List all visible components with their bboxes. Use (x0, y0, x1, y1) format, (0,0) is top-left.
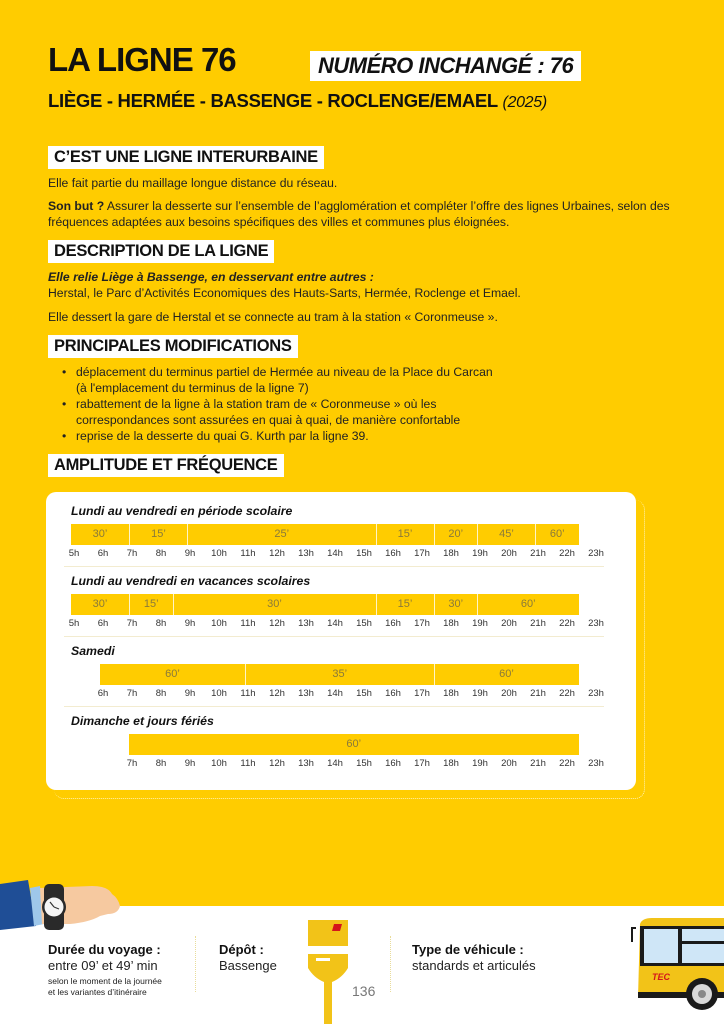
axis-tick-label: 19h (472, 688, 488, 699)
row-divider (64, 566, 604, 567)
interurban-goal (48, 198, 678, 230)
frequency-segment: 15’ (129, 524, 187, 545)
watch-hand-icon (0, 876, 126, 936)
axis-tick-label: 23h (588, 688, 604, 699)
axis-tick-label: 9h (184, 688, 196, 699)
axis-tick-label: 5h (68, 548, 80, 559)
axis-tick-label: 7h (126, 618, 138, 629)
route-subtitle (48, 88, 547, 116)
frequency-segment: 60’ (535, 524, 579, 545)
axis-tick-label: 23h (588, 548, 604, 559)
axis-tick-label: 18h (443, 688, 459, 699)
axis-tick-label: 20h (501, 688, 517, 699)
axis-tick-label: 20h (501, 548, 517, 559)
axis-tick-label: 18h (443, 548, 459, 559)
frequency-segment: 30’ (71, 524, 129, 545)
section-heading-frequency: AMPLITUDE ET FRÉQUENCE (48, 454, 284, 477)
axis-tick-label: 13h (298, 548, 314, 559)
axis-tick-label: 9h (184, 548, 196, 559)
schedule-title: Lundi au vendredi en vacances scolaires (71, 574, 311, 588)
axis-tick-label: 17h (414, 758, 430, 769)
frequency-segment: 60’ (129, 734, 579, 755)
axis-tick-label: 21h (530, 688, 546, 699)
axis-tick-label: 11h (240, 548, 256, 559)
axis-tick-label: 12h (269, 618, 285, 629)
axis-tick-label: 21h (530, 548, 546, 559)
duration-value: entre 09’ et 49’ min (48, 958, 158, 973)
axis-tick-label: 10h (211, 688, 227, 699)
frequency-segment: 35’ (245, 664, 434, 685)
frequency-bar (46, 734, 636, 755)
section-heading-description: DESCRIPTION DE LA LIGNE (48, 240, 274, 263)
axis-tick-label: 16h (385, 548, 401, 559)
description-stops: Herstal, le Parc d’Activités Economiques des Hauts-Sarts, Hermée, Roclenge et Emael. (48, 286, 521, 300)
duration-note-2: et les variantes d’itinéraire (48, 987, 147, 997)
bus-icon (630, 918, 724, 1014)
axis-tick-label: 7h (126, 548, 138, 559)
frequency-segment: 30’ (173, 594, 376, 615)
section-heading-modifications: PRINCIPALES MODIFICATIONS (48, 335, 298, 358)
route-year: (2025) (502, 94, 547, 111)
axis-tick-label: 22h (559, 758, 575, 769)
axis-tick-label: 16h (385, 618, 401, 629)
axis-tick-label: 15h (356, 688, 372, 699)
axis-tick-label: 8h (155, 548, 167, 559)
axis-tick-label: 12h (269, 758, 285, 769)
frequency-segment: 60’ (100, 664, 245, 685)
axis-tick-label: 14h (327, 548, 343, 559)
axis-tick-label: 23h (588, 758, 604, 769)
frequency-segment: 60’ (434, 664, 579, 685)
duration-label: Durée du voyage : (48, 942, 161, 957)
axis-tick-label: 21h (530, 618, 546, 629)
axis-tick-label: 14h (327, 758, 343, 769)
axis-tick-label: 18h (443, 758, 459, 769)
frequency-bar (46, 524, 636, 545)
axis-tick-label: 7h (126, 758, 138, 769)
axis-tick-label: 12h (269, 548, 285, 559)
axis-tick-label: 15h (356, 618, 372, 629)
frequency-segment: 15’ (376, 594, 434, 615)
description-connection: Elle dessert la gare de Herstal et se connecte au tram à la station « Coronmeuse ». (48, 310, 498, 324)
list-item: • déplacement du terminus partiel de Hermée au niveau de la Place du Carcan (à l'emplacement du terminus de la ligne 7) (62, 364, 502, 396)
schedule-title: Samedi (71, 644, 115, 658)
frequency-bar (46, 594, 636, 615)
axis-tick-label: 15h (356, 758, 372, 769)
description-intro: Elle relie Liège à Bassenge, en desservant entre autres : (48, 270, 374, 284)
axis-tick-label: 20h (501, 758, 517, 769)
axis-tick-label: 22h (559, 688, 575, 699)
frequency-card (46, 492, 636, 790)
axis-tick-label: 10h (211, 548, 227, 559)
axis-tick-label: 16h (385, 688, 401, 699)
footer-divider (390, 936, 391, 992)
vehicle-value: standards et articulés (412, 958, 536, 973)
axis-tick-label: 11h (240, 688, 256, 699)
section-heading-interurban: C’EST UNE LIGNE INTERURBAINE (48, 146, 324, 169)
axis-tick-label: 14h (327, 688, 343, 699)
axis-tick-label: 7h (126, 688, 138, 699)
page-number: 136 (352, 983, 376, 999)
schedule-title: Dimanche et jours fériés (71, 714, 214, 728)
vehicle-label: Type de véhicule : (412, 942, 524, 957)
axis-tick-label: 19h (472, 618, 488, 629)
paintbrush-icon (306, 920, 350, 1024)
axis-tick-label: 6h (97, 548, 109, 559)
frequency-segment: 25’ (187, 524, 376, 545)
goal-label: Son but ? (48, 199, 105, 213)
frequency-segment: 30’ (434, 594, 478, 615)
axis-tick-label: 13h (298, 688, 314, 699)
axis-tick-label: 8h (155, 688, 167, 699)
axis-tick-label: 15h (356, 548, 372, 559)
modifications-list (62, 364, 502, 444)
depot-label: Dépôt : (219, 942, 264, 957)
axis-tick-label: 9h (184, 618, 196, 629)
bus-logo: TEC (652, 972, 670, 982)
frequency-segment: 45’ (477, 524, 535, 545)
frequency-segment: 15’ (129, 594, 173, 615)
axis-tick-label: 21h (530, 758, 546, 769)
row-divider (64, 636, 604, 637)
axis-tick-label: 10h (211, 758, 227, 769)
axis-tick-label: 16h (385, 758, 401, 769)
frequency-segment: 60’ (477, 594, 579, 615)
interurban-description: Elle fait partie du maillage longue distance du réseau. (48, 176, 338, 190)
route-name: LIÈGE - HERMÉE - BASSENGE - ROCLENGE/EMAEL (48, 90, 498, 111)
frequency-bar (46, 664, 636, 685)
frequency-segment: 30’ (71, 594, 129, 615)
frequency-segment: 20’ (434, 524, 478, 545)
axis-tick-label: 19h (472, 758, 488, 769)
goal-text: Assurer la desserte sur l’ensemble de l’agglomération et compléter l’offre des lignes Urbaines, selon des fréquences adaptées aux besoins spécifiques des villes et communes plus éloignées. (48, 199, 670, 229)
axis-tick-label: 23h (588, 618, 604, 629)
frequency-segment: 15’ (376, 524, 434, 545)
axis-tick-label: 9h (184, 758, 196, 769)
axis-tick-label: 19h (472, 548, 488, 559)
line-number-badge: NUMÉRO INCHANGÉ : 76 (310, 51, 581, 81)
axis-tick-label: 17h (414, 688, 430, 699)
axis-tick-label: 18h (443, 618, 459, 629)
list-item: • rabattement de la ligne à la station tram de « Coronmeuse » où les correspondances sont assurées en quai à quai, de manière confortable (62, 396, 502, 428)
schedule-title: Lundi au vendredi en période scolaire (71, 504, 293, 518)
axis-tick-label: 22h (559, 618, 575, 629)
axis-tick-label: 17h (414, 548, 430, 559)
axis-tick-label: 11h (240, 618, 256, 629)
axis-tick-label: 8h (155, 618, 167, 629)
axis-tick-label: 6h (97, 688, 109, 699)
page-title: LA LIGNE 76 (48, 41, 236, 78)
footer-divider (195, 936, 196, 992)
axis-tick-label: 13h (298, 618, 314, 629)
duration-note-1: selon le moment de la journée (48, 976, 162, 986)
axis-tick-label: 6h (97, 618, 109, 629)
row-divider (64, 706, 604, 707)
axis-tick-label: 14h (327, 618, 343, 629)
axis-tick-label: 13h (298, 758, 314, 769)
axis-tick-label: 11h (240, 758, 256, 769)
axis-tick-label: 8h (155, 758, 167, 769)
axis-tick-label: 5h (68, 618, 80, 629)
list-item: • reprise de la desserte du quai G. Kurth par la ligne 39. (62, 428, 502, 444)
axis-tick-label: 10h (211, 618, 227, 629)
axis-tick-label: 12h (269, 688, 285, 699)
axis-tick-label: 17h (414, 618, 430, 629)
axis-tick-label: 22h (559, 548, 575, 559)
axis-tick-label: 20h (501, 618, 517, 629)
depot-value: Bassenge (219, 958, 277, 973)
